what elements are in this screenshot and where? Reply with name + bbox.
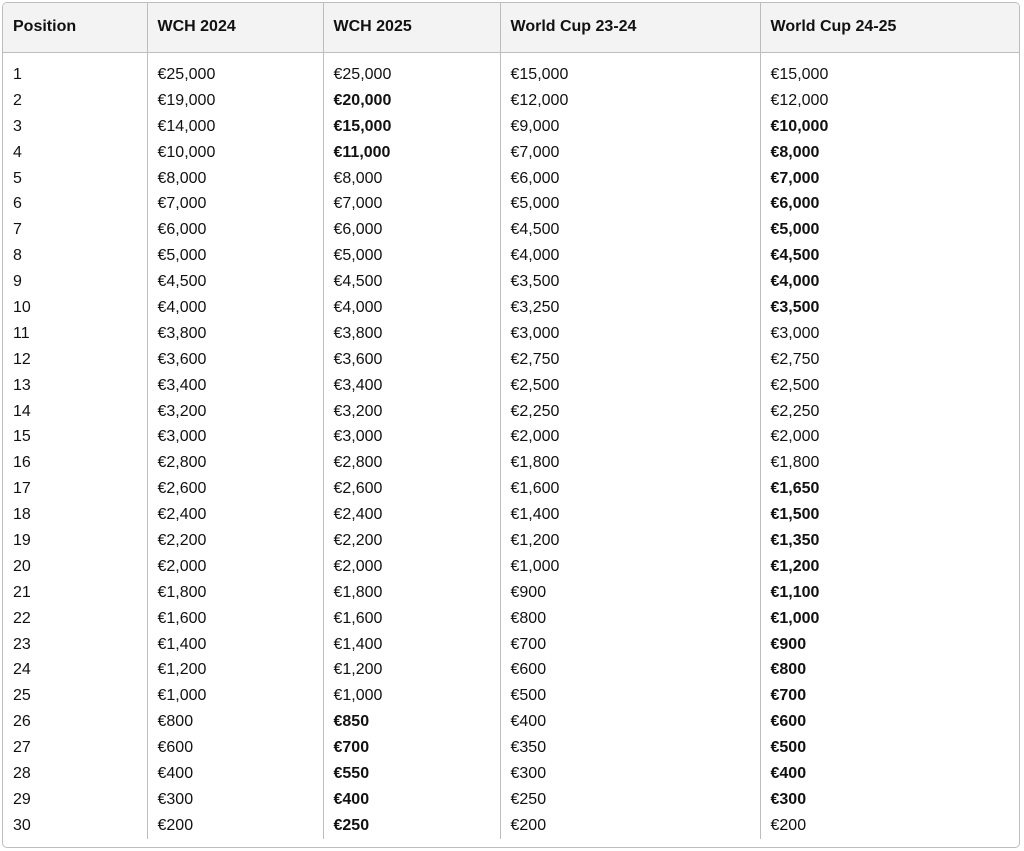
cell-world-cup-24-25: €15,000: [770, 65, 829, 83]
cell-wch-2024: €5,000: [147, 243, 323, 269]
cell-wch-2025: €850: [323, 709, 500, 735]
cell-world-cup-24-25: €2,500: [770, 376, 820, 394]
table-row: [3, 424, 1019, 450]
table-row: [3, 399, 1019, 425]
cell-wch-2025: €2,400: [323, 502, 500, 528]
cell-wch-2024: €800: [147, 709, 323, 735]
cell-wch-2024: €3,800: [147, 321, 323, 347]
cell-position: 20: [3, 554, 147, 580]
cell-wch-2025: €2,200: [323, 528, 500, 554]
cell-position: 15: [3, 424, 147, 450]
cell-world-cup-23-24: €1,400: [500, 502, 760, 528]
cell-world-cup-24-25: €1,350: [770, 531, 820, 549]
cell-world-cup-23-24: €500: [500, 683, 760, 709]
cell-world-cup-24-25: €400: [770, 764, 807, 782]
cell-wch-2025: €8,000: [323, 166, 500, 192]
prize-money-table-frame: [2, 2, 1020, 848]
table-row: [3, 88, 1019, 114]
cell-world-cup-24-25: €10,000: [770, 117, 829, 135]
cell-position: 24: [3, 657, 147, 683]
cell-wch-2024: €4,000: [147, 295, 323, 321]
cell-position: 30: [3, 813, 147, 839]
cell-wch-2025: €3,400: [323, 373, 500, 399]
cell-world-cup-24-25: €12,000: [770, 91, 829, 109]
cell-world-cup-24-25: €7,000: [770, 169, 820, 187]
table-row: [3, 321, 1019, 347]
cell-world-cup-23-24: €1,200: [500, 528, 760, 554]
cell-world-cup-23-24: €600: [500, 657, 760, 683]
cell-world-cup-23-24: €15,000: [500, 62, 760, 88]
cell-position: 29: [3, 787, 147, 813]
table-spacer-row: [3, 52, 1019, 62]
cell-wch-2024: €19,000: [147, 88, 323, 114]
table-row: [3, 476, 1019, 502]
cell-world-cup-23-24: €200: [500, 813, 760, 839]
cell-world-cup-23-24: €1,800: [500, 450, 760, 476]
cell-wch-2024: €6,000: [147, 217, 323, 243]
table-row: [3, 191, 1019, 217]
table-row: [3, 166, 1019, 192]
cell-world-cup-24-25: €900: [770, 635, 807, 653]
cell-world-cup-23-24: €12,000: [500, 88, 760, 114]
cell-wch-2025: €3,600: [323, 347, 500, 373]
cell-wch-2025: €3,000: [323, 424, 500, 450]
table-row: [3, 450, 1019, 476]
header-position: Position: [3, 3, 147, 52]
cell-position: 25: [3, 683, 147, 709]
cell-wch-2024: €2,200: [147, 528, 323, 554]
cell-position: 14: [3, 399, 147, 425]
cell-world-cup-23-24: €3,500: [500, 269, 760, 295]
table-row: [3, 735, 1019, 761]
cell-wch-2024: €4,500: [147, 269, 323, 295]
cell-world-cup-24-25: €1,800: [770, 454, 820, 472]
cell-position: 21: [3, 580, 147, 606]
cell-world-cup-23-24: €3,250: [500, 295, 760, 321]
cell-wch-2024: €1,800: [147, 580, 323, 606]
table-row: [3, 217, 1019, 243]
cell-world-cup-24-25: €2,250: [770, 402, 820, 420]
cell-position: 10: [3, 295, 147, 321]
table-row: [3, 606, 1019, 632]
cell-wch-2024: €2,600: [147, 476, 323, 502]
cell-wch-2025: €2,600: [323, 476, 500, 502]
cell-wch-2025: €1,600: [323, 606, 500, 632]
cell-world-cup-23-24: €250: [500, 787, 760, 813]
cell-position: 28: [3, 761, 147, 787]
cell-wch-2024: €600: [147, 735, 323, 761]
cell-world-cup-24-25: €5,000: [770, 221, 820, 239]
cell-position: 1: [3, 62, 147, 88]
cell-world-cup-24-25: €300: [770, 790, 807, 808]
cell-wch-2024: €3,000: [147, 424, 323, 450]
cell-wch-2025: €250: [323, 813, 500, 839]
cell-wch-2024: €1,000: [147, 683, 323, 709]
cell-wch-2025: €6,000: [323, 217, 500, 243]
cell-world-cup-23-24: €350: [500, 735, 760, 761]
cell-wch-2024: €14,000: [147, 114, 323, 140]
cell-wch-2024: €2,400: [147, 502, 323, 528]
cell-wch-2025: €1,800: [323, 580, 500, 606]
cell-position: 27: [3, 735, 147, 761]
table-row: [3, 528, 1019, 554]
prize-money-table: [3, 3, 1019, 839]
table-row: [3, 140, 1019, 166]
cell-world-cup-24-25: €1,000: [770, 609, 820, 627]
cell-world-cup-23-24: €2,000: [500, 424, 760, 450]
table-row: [3, 347, 1019, 373]
cell-world-cup-23-24: €800: [500, 606, 760, 632]
cell-world-cup-23-24: €4,500: [500, 217, 760, 243]
cell-world-cup-23-24: €2,250: [500, 399, 760, 425]
cell-wch-2024: €300: [147, 787, 323, 813]
table-row: [3, 787, 1019, 813]
cell-wch-2024: €7,000: [147, 191, 323, 217]
cell-wch-2025: €4,000: [323, 295, 500, 321]
cell-wch-2025: €2,800: [323, 450, 500, 476]
cell-wch-2025: €400: [323, 787, 500, 813]
cell-world-cup-24-25: €2,750: [770, 350, 820, 368]
table-row: [3, 62, 1019, 88]
cell-wch-2025: €7,000: [323, 191, 500, 217]
cell-world-cup-23-24: €400: [500, 709, 760, 735]
cell-wch-2024: €2,800: [147, 450, 323, 476]
table-row: [3, 295, 1019, 321]
cell-wch-2025: €20,000: [323, 88, 500, 114]
cell-world-cup-24-25: €500: [770, 739, 807, 757]
table-row: [3, 657, 1019, 683]
cell-wch-2025: €25,000: [323, 62, 500, 88]
cell-position: 4: [3, 140, 147, 166]
cell-world-cup-23-24: €4,000: [500, 243, 760, 269]
cell-world-cup-24-25: €1,500: [770, 506, 820, 524]
cell-position: 22: [3, 606, 147, 632]
cell-wch-2024: €1,400: [147, 632, 323, 658]
cell-world-cup-24-25: €1,650: [770, 480, 820, 498]
cell-position: 5: [3, 166, 147, 192]
cell-wch-2024: €3,600: [147, 347, 323, 373]
table-row: [3, 761, 1019, 787]
cell-position: 9: [3, 269, 147, 295]
cell-position: 7: [3, 217, 147, 243]
cell-wch-2024: €1,200: [147, 657, 323, 683]
cell-world-cup-24-25: €8,000: [770, 143, 820, 161]
cell-wch-2025: €11,000: [323, 140, 500, 166]
cell-wch-2025: €4,500: [323, 269, 500, 295]
cell-world-cup-24-25: €4,500: [770, 247, 820, 265]
cell-wch-2025: €550: [323, 761, 500, 787]
cell-position: 2: [3, 88, 147, 114]
cell-wch-2024: €200: [147, 813, 323, 839]
cell-wch-2024: €1,600: [147, 606, 323, 632]
cell-wch-2024: €3,400: [147, 373, 323, 399]
cell-position: 26: [3, 709, 147, 735]
header-world-cup-23-24: World Cup 23-24: [500, 3, 760, 52]
cell-wch-2024: €25,000: [147, 62, 323, 88]
table-row: [3, 502, 1019, 528]
table-row: [3, 269, 1019, 295]
cell-wch-2025: €1,000: [323, 683, 500, 709]
cell-position: 6: [3, 191, 147, 217]
cell-position: 3: [3, 114, 147, 140]
cell-position: 23: [3, 632, 147, 658]
table-row: [3, 709, 1019, 735]
header-world-cup-24-25: World Cup 24-25: [760, 3, 1019, 52]
table-row: [3, 580, 1019, 606]
cell-wch-2024: €8,000: [147, 166, 323, 192]
cell-world-cup-23-24: €300: [500, 761, 760, 787]
table-row: [3, 373, 1019, 399]
table-row: [3, 632, 1019, 658]
cell-position: 19: [3, 528, 147, 554]
table-body: [3, 52, 1019, 839]
cell-wch-2024: €400: [147, 761, 323, 787]
cell-world-cup-23-24: €7,000: [500, 140, 760, 166]
cell-wch-2025: €1,400: [323, 632, 500, 658]
table-row: [3, 243, 1019, 269]
cell-wch-2024: €3,200: [147, 399, 323, 425]
cell-world-cup-24-25: €1,100: [770, 583, 820, 601]
cell-wch-2025: €1,200: [323, 657, 500, 683]
cell-position: 11: [3, 321, 147, 347]
cell-wch-2025: €15,000: [323, 114, 500, 140]
cell-world-cup-23-24: €700: [500, 632, 760, 658]
cell-position: 17: [3, 476, 147, 502]
cell-wch-2025: €2,000: [323, 554, 500, 580]
cell-position: 8: [3, 243, 147, 269]
table-row: [3, 114, 1019, 140]
cell-world-cup-24-25: €6,000: [770, 195, 820, 213]
table-row: [3, 813, 1019, 839]
table-row: [3, 554, 1019, 580]
header-wch-2025: WCH 2025: [323, 3, 500, 52]
cell-world-cup-24-25: €4,000: [770, 273, 820, 291]
cell-world-cup-23-24: €3,000: [500, 321, 760, 347]
cell-position: 13: [3, 373, 147, 399]
cell-position: 12: [3, 347, 147, 373]
cell-world-cup-24-25: €600: [770, 713, 807, 731]
cell-world-cup-24-25: €800: [770, 661, 807, 679]
cell-world-cup-24-25: €700: [770, 687, 807, 705]
cell-world-cup-24-25: €1,200: [770, 557, 820, 575]
cell-world-cup-23-24: €900: [500, 580, 760, 606]
cell-world-cup-24-25: €2,000: [770, 428, 820, 446]
cell-world-cup-23-24: €1,600: [500, 476, 760, 502]
cell-world-cup-23-24: €6,000: [500, 166, 760, 192]
cell-wch-2024: €10,000: [147, 140, 323, 166]
cell-wch-2025: €700: [323, 735, 500, 761]
cell-world-cup-24-25: €3,500: [770, 298, 820, 316]
table-header-row: [3, 3, 1019, 52]
cell-wch-2025: €3,800: [323, 321, 500, 347]
cell-world-cup-23-24: €1,000: [500, 554, 760, 580]
cell-world-cup-23-24: €2,750: [500, 347, 760, 373]
cell-position: 16: [3, 450, 147, 476]
cell-world-cup-23-24: €9,000: [500, 114, 760, 140]
cell-world-cup-23-24: €5,000: [500, 191, 760, 217]
cell-position: 18: [3, 502, 147, 528]
cell-wch-2025: €5,000: [323, 243, 500, 269]
cell-world-cup-24-25: €200: [770, 816, 807, 834]
cell-wch-2024: €2,000: [147, 554, 323, 580]
cell-wch-2025: €3,200: [323, 399, 500, 425]
cell-world-cup-23-24: €2,500: [500, 373, 760, 399]
cell-world-cup-24-25: €3,000: [770, 324, 820, 342]
table-row: [3, 683, 1019, 709]
header-wch-2024: WCH 2024: [147, 3, 323, 52]
